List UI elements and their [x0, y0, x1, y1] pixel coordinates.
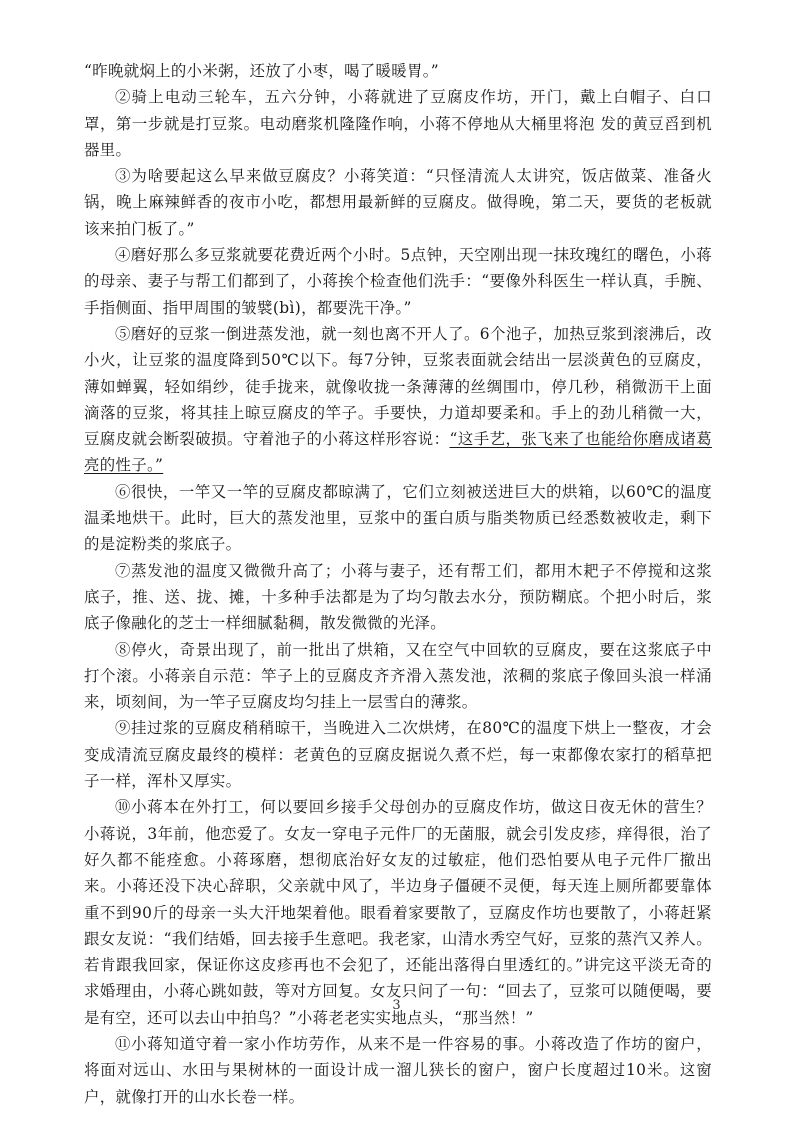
paragraph-3: ③为啥要起这么早来做豆腐皮？小蒋笑道：“只怪清流人太讲究，饭店做菜、准备火锅，晚上麻辣鲜香的夜市小吃，都想用最新鲜的豆腐皮。做得晚，第二天，要货的老板就该来拍门板了。” [84, 167, 712, 238]
paragraph-8: ⑧停火，奇景出现了，前一批出了烘箱，又在空气中回软的豆腐皮，要在这浆底子中打个滚。小蒋亲自示范：竿子上的豆腐皮齐齐滑入蒸发池，浓稠的浆底子像回头浪一样涌来，顷刻间，为一竿子豆腐皮均匀挂上一层雪白的薄浆。 [84, 640, 712, 712]
article-body [84, 58, 712, 1110]
paragraph-11: ⑪小蒋知道守着一家小作坊劳作，从来不是一件容易的事。小蒋改造了作坊的窗户，将面对远山、水田与果树林的一面设计成一溜儿狭长的窗户，窗户长度超过10米。这窗户，就像打开的山水长卷一样。 [84, 1034, 712, 1106]
paragraph-2: ②骑上电动三轮车，五六分钟，小蒋就进了豆腐皮作坊，开门，戴上白帽子、白口罩，第一步就是打豆浆。电动磨浆机隆隆作响，小蒋不停地从大桶里将泡 发的黄豆舀到机器里。 [84, 88, 712, 159]
underlined-quote: “这手艺，张飞来了也能给你磨成诸葛亮的性子。” [84, 430, 712, 475]
paragraph-5-text: ⑤磨好的豆浆一倒进蒸发池，就一刻也离不开人了。6个池子，加热豆浆到滚沸后，改小火，让豆浆的温度降到50℃以下。每7分钟，豆浆表面就会结出一层淡黄色的豆腐皮，薄如蝉翼，轻如绢纱，徒手拢来，就像收拢一条薄薄的丝绸围巾，停几秒，稍微沥干上面滴落的豆浆，将其挂上晾豆腐皮的竿子。手要快，力道却要柔和。手上的劲儿稍微一大，豆腐皮就会断裂破损。守着池子的小蒋这样形容说： [84, 324, 712, 449]
paragraph-1-continued: “昨晚就焖上的小米粥，还放了小枣，喝了暖暖胃。” [84, 62, 440, 80]
paragraph-9: ⑨挂过浆的豆腐皮稍稍晾干，当晚进入二次烘烤，在80℃的温度下烘上一整夜，才会变成清流豆腐皮最终的模样：老黄色的豆腐皮据说久煮不烂，每一束都像农家打的稻草把子一样，浑朴又厚实。 [84, 719, 712, 791]
paragraph-6: ⑥很快，一竿又一竿的豆腐皮都晾满了，它们立刻被送进巨大的烘箱，以60℃的温度温柔地烘干。此时，巨大的蒸发池里，豆浆中的蛋白质与脂类物质已经悉数被收走，剩下的是淀粉类的浆底子。 [84, 482, 712, 554]
paragraph-5 [84, 321, 712, 479]
paragraph-10: ⑩小蒋本在外打工，何以要回乡接手父母创办的豆腐皮作坊，做这日夜无休的营生？小蒋说，3年前，他恋爱了。女友一穿电子元件厂的无菌服，就会引发皮疹，痒得很，治了好久都不能痊愈。小蒋琢磨，想彻底治好女友的过敏症，他们恐怕要从电子元件厂撤出来。小蒋还没下决心辞职，父亲就中风了，半边身子僵硬不灵便，每天连上厕所都要靠体重不到90斤的母亲一头大汗地架着他。眼看着家要散了，豆腐皮作坊也要散了，小蒋赶紧跟女友说：“我们结婚，回去接手生意吧。我老家，山清水秀空气好，豆浆的蒸汽又养人。若肯跟我回家，保证你这皮疹再也不会犯了，还能出落得白里透红的。”讲完这平淡无奇的求婚理由，小蒋心跳如鼓，等对方回复。女友只问了一句：“回去了，豆浆可以随便喝，要是有空，还可以去山中拍鸟？”小蒋老老实实地点头，“那当然！” [84, 798, 712, 1027]
page-number: 3 [392, 998, 401, 1013]
paragraph-7: ⑦蒸发池的温度又微微升高了；小蒋与妻子，还有帮工们，都用木耙子不停搅和这浆底子，推、送、拢、摊，十多种手法都是为了均匀散去水分，预防糊底。个把小时后，浆底子像融化的芝士一样细腻黏稠，散发微微的光泽。 [84, 561, 712, 633]
paragraph-4: ④磨好那么多豆浆就要花费近两个小时。5点钟，天空刚出现一抹玫瑰红的曙色，小蒋的母亲、妻子与帮工们都到了，小蒋挨个检查他们洗手：“要像外科医生一样认真，手腕、手指侧面、指甲周围的皱襞(bì)，都要洗干净。” [84, 246, 712, 317]
